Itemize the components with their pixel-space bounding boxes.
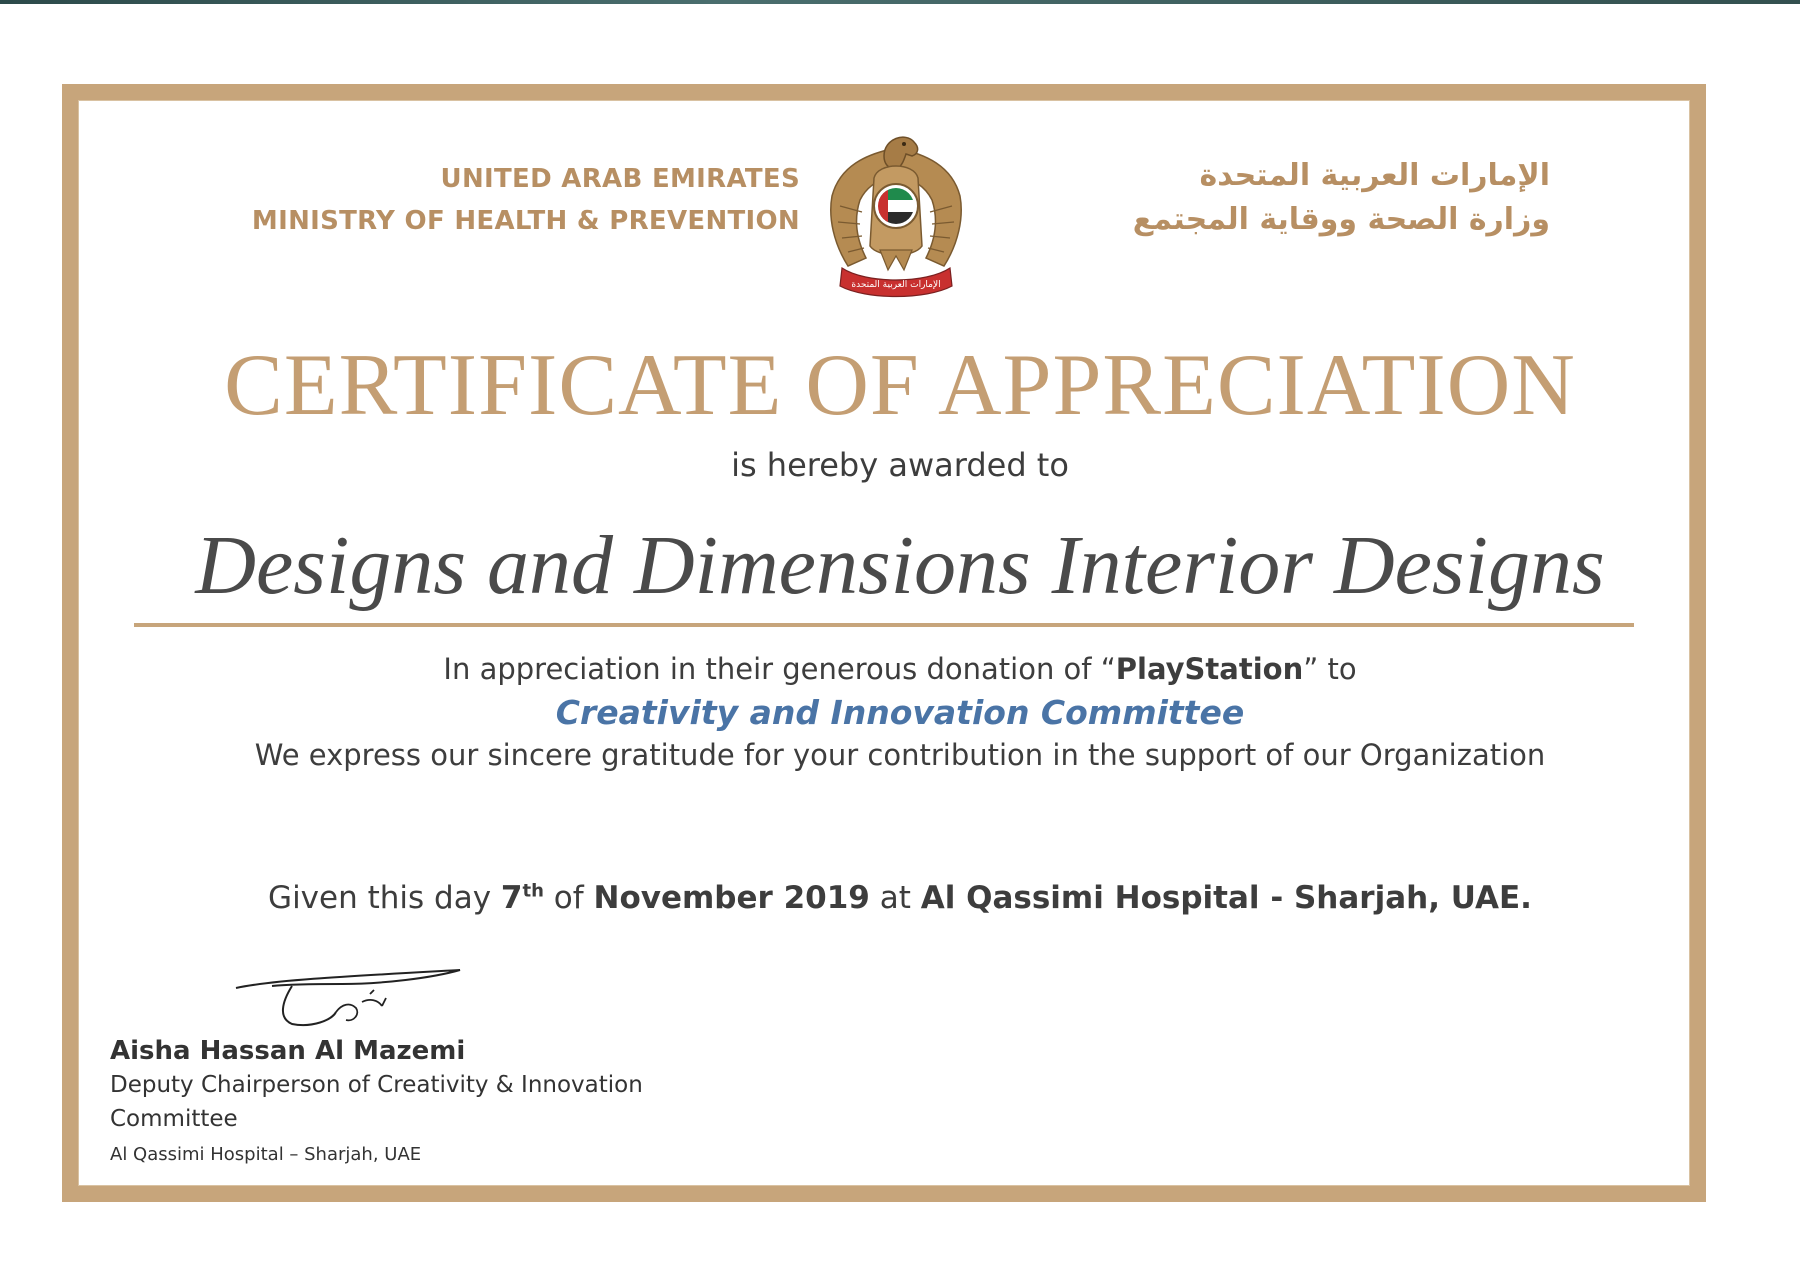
signatory-title: Deputy Chairperson of Creativity & Innovation Committee [110,1072,643,1132]
appreciation-line [0,648,1800,691]
given-line [0,880,1800,916]
header-country: UNITED ARAB EMIRATES [440,164,800,194]
appreciation-body [0,648,1800,777]
given-at: at [869,880,921,916]
gratitude-line: We express our sincere gratitude for your contribution in the support of our Organization [254,738,1546,772]
signatory-name: Aisha Hassan Al Mazemi [110,1036,466,1066]
given-month-year: November 2019 [593,880,870,916]
appreciation-prefix: In appreciation in their generous donation of “ [443,652,1116,686]
given-location: Al Qassimi Hospital - Sharjah, UAE. [920,880,1532,916]
header-arabic [990,154,1550,242]
recipient-underline [134,623,1634,627]
given-day: 7 [500,880,523,916]
signatory-location: Al Qassimi Hospital – Sharjah, UAE [110,1144,422,1165]
emblem-ribbon-text: الإمارات العربية المتحدة [851,280,941,290]
committee-name: Creativity and Innovation Committee [555,693,1245,732]
header-english [252,158,800,242]
recipient-name: Designs and Dimensions Interior Designs [195,519,1605,612]
header-ministry-arabic: وزارة الصحة ووقاية المجتمع [1132,202,1550,237]
signatory-block [110,1034,670,1174]
handwritten-signature [232,962,472,1032]
donation-item: PlayStation [1115,652,1304,686]
given-of: of [543,880,594,916]
header-ministry: MINISTRY OF HEALTH & PREVENTION [251,206,800,236]
certificate-title: CERTIFICATE OF APPRECIATION [224,337,1576,434]
given-day-suffix: th [522,880,544,902]
header-country-arabic: الإمارات العربية المتحدة [1199,158,1550,193]
appreciation-suffix: ” to [1303,652,1357,686]
awarded-text: is hereby awarded to [731,446,1069,484]
uae-emblem-icon [826,126,966,302]
scan-edge [0,0,1800,4]
given-prefix: Given this day [268,880,501,916]
